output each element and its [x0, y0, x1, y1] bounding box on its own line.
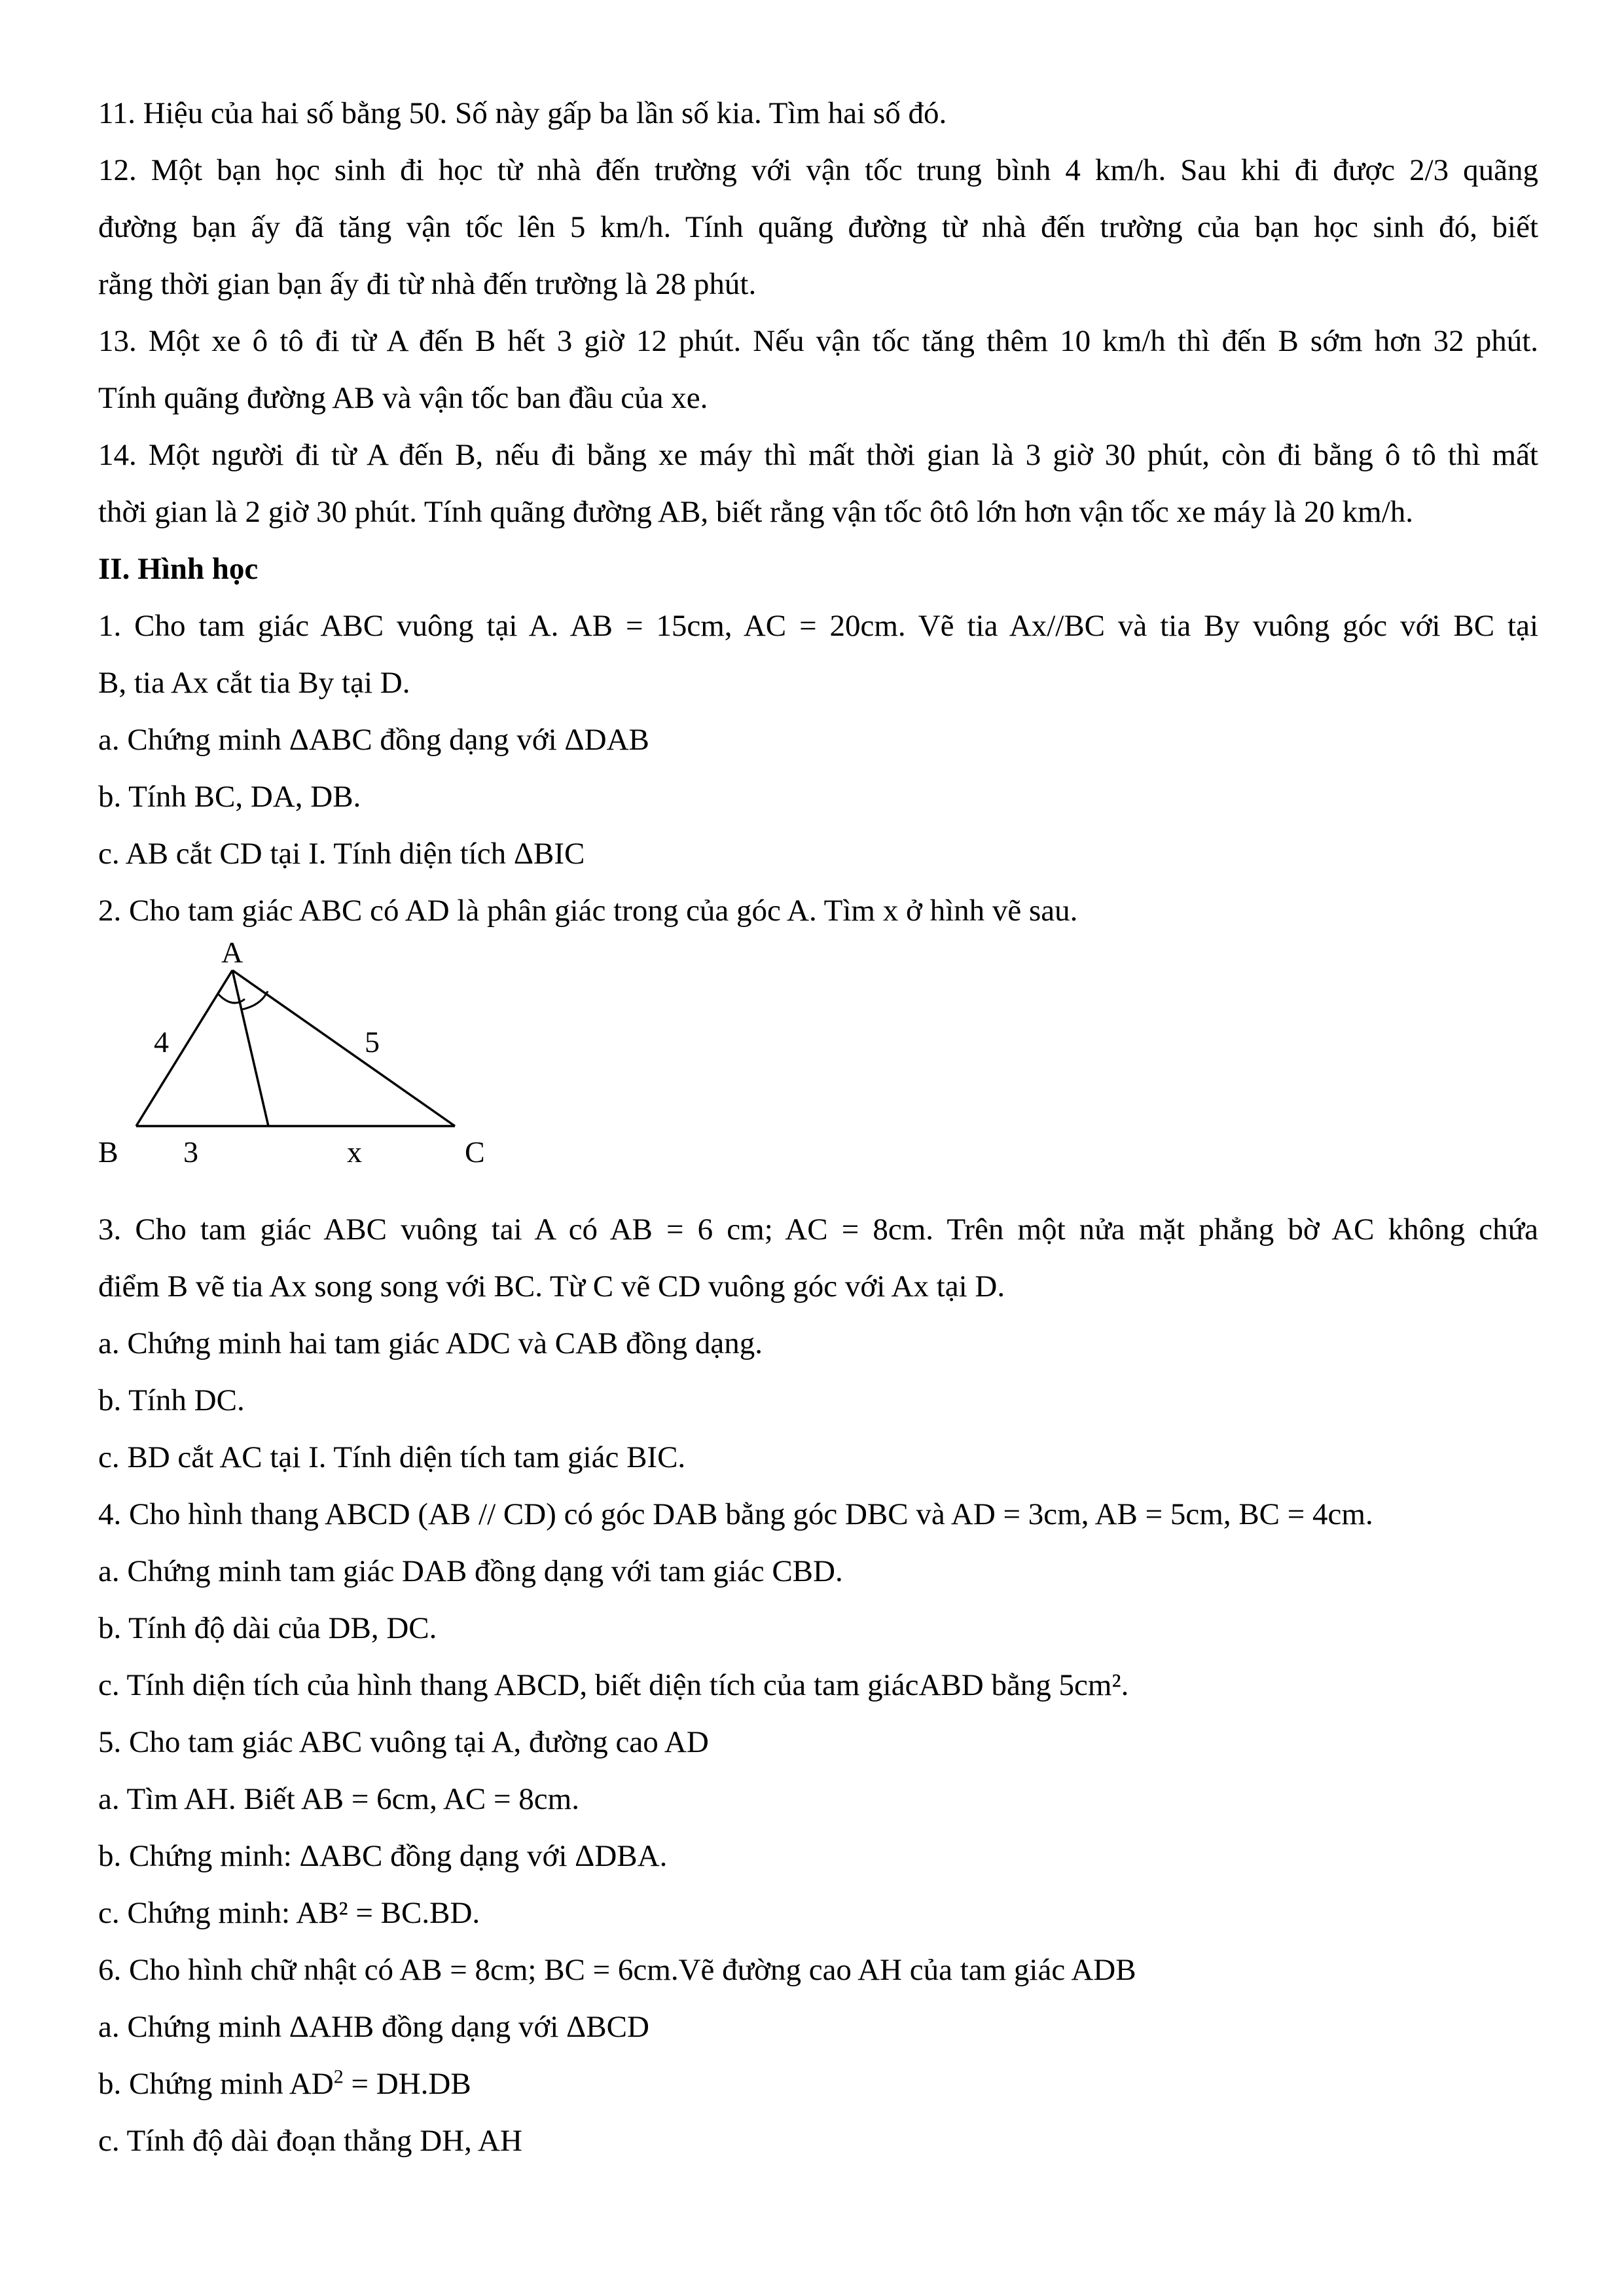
geometry-5-part-c: c. Chứng minh: AB² = BC.BD. — [98, 1896, 480, 1930]
vertex-a-label: A — [221, 939, 244, 969]
geometry-3-line-1: 3. Cho tam giác ABC vuông tai A có AB = 6 cm; AC = 8cm. Trên một nửa mặt phẳng bờ AC không chứa — [98, 1212, 1538, 1247]
problem-11-line-1: 11. Hiệu của hai số bằng 50. Số này gấp ba lần số kia. Tìm hai số đó. — [98, 96, 947, 130]
problem-13-line-1: 13. Một xe ô tô đi từ A đến B hết 3 giờ 12 phút. Nếu vận tốc tăng thêm 10 km/h thì đến B sớm hơn 32 phút. — [98, 324, 1538, 358]
geometry-5-part-a: a. Tìm AH. Biết AB = 6cm, AC = 8cm. — [98, 1782, 579, 1816]
angle-arc-outer — [242, 991, 268, 1010]
geometry-3-line-2: điểm B vẽ tia Ax song song với BC. Từ C vẽ CD vuông góc với Ax tại D. — [98, 1269, 1005, 1303]
document-page — [98, 85, 1538, 2170]
segment-dc-length: x — [347, 1135, 362, 1169]
geometry-3-part-b: b. Tính DC. — [98, 1383, 245, 1417]
geometry-4-part-a: a. Chứng minh tam giác DAB đồng dạng với tam giác CBD. — [98, 1554, 843, 1588]
bisector-ad — [232, 970, 268, 1126]
geometry-4-part-c: c. Tính diện tích của hình thang ABCD, biết diện tích của tam giácABD bằng 5cm². — [98, 1668, 1129, 1702]
triangle-diagram — [98, 939, 556, 1201]
problem-12-line-2: đường bạn ấy đã tăng vận tốc lên 5 km/h. Tính quãng đường từ nhà đến trường của bạn học sinh đó, biết — [98, 210, 1538, 244]
side-ac-length: 5 — [365, 1025, 380, 1059]
segment-bd-length: 3 — [183, 1135, 198, 1169]
geometry-3-part-a: a. Chứng minh hai tam giác ADC và CAB đồng dạng. — [98, 1326, 763, 1360]
problem-14-line-2: thời gian là 2 giờ 30 phút. Tính quãng đường AB, biết rằng vận tốc ôtô lớn hơn vận tốc xe máy là 20 km/h. — [98, 495, 1414, 529]
geometry-6-part-b-text: b. Chứng minh AD — [98, 2067, 334, 2101]
problem-12-line-1: 12. Một bạn học sinh đi học từ nhà đến trường với vận tốc trung bình 4 km/h. Sau khi đi được 2/3 quãng — [98, 153, 1538, 187]
problem-12-line-3: rằng thời gian bạn ấy đi từ nhà đến trường là 28 phút. — [98, 267, 757, 301]
angle-arc-inner — [218, 994, 245, 1003]
superscript-2: 2 — [333, 2066, 344, 2088]
geometry-4-line-1: 4. Cho hình thang ABCD (AB // CD) có góc DAB bằng góc DBC và AD = 3cm, AB = 5cm, BC = 4cm. — [98, 1497, 1373, 1531]
geometry-6-part-a: a. Chứng minh ΔAHB đồng dạng với ΔBCD — [98, 2010, 649, 2044]
geometry-6-part-b-tail: = DH.DB — [343, 2067, 471, 2101]
vertex-c-label: C — [465, 1135, 485, 1169]
geometry-2-line-1: 2. Cho tam giác ABC có AD là phân giác trong của góc A. Tìm x ở hình vẽ sau. — [98, 894, 1078, 928]
triangle-figure — [98, 939, 1538, 1201]
geometry-1-line-2: B, tia Ax cắt tia By tại D. — [98, 666, 410, 700]
geometry-1-part-a: a. Chứng minh ΔABC đồng dạng với ΔDAB — [98, 723, 649, 757]
geometry-1-part-c: c. AB cắt CD tại I. Tính diện tích ΔBIC — [98, 837, 585, 871]
geometry-5-line-1: 5. Cho tam giác ABC vuông tại A, đường cao AD — [98, 1725, 709, 1759]
geometry-4-part-b: b. Tính độ dài của DB, DC. — [98, 1611, 437, 1645]
geometry-1-part-b: b. Tính BC, DA, DB. — [98, 780, 361, 814]
geometry-6-part-b — [98, 2056, 1538, 2113]
geometry-6-line-1: 6. Cho hình chữ nhật có AB = 8cm; BC = 6cm.Vẽ đường cao AH của tam giác ADB — [98, 1953, 1136, 1987]
side-ab — [136, 970, 232, 1126]
geometry-5-part-b: b. Chứng minh: ΔABC đồng dạng với ΔDBA. — [98, 1839, 668, 1873]
side-ab-length: 4 — [154, 1025, 169, 1059]
geometry-3-part-c: c. BD cắt AC tại I. Tính diện tích tam giác BIC. — [98, 1440, 686, 1474]
problem-14-line-1: 14. Một người đi từ A đến B, nếu đi bằng xe máy thì mất thời gian là 3 giờ 30 phút, còn đi bằng ô tô thì mất — [98, 438, 1538, 472]
problem-13-line-2: Tính quãng đường AB và vận tốc ban đầu của xe. — [98, 381, 708, 415]
geometry-heading: II. Hình học — [98, 552, 259, 586]
vertex-b-label: B — [98, 1135, 118, 1169]
geometry-1-line-1: 1. Cho tam giác ABC vuông tại A. AB = 15cm, AC = 20cm. Vẽ tia Ax//BC và tia By vuông góc với BC tại — [98, 609, 1538, 643]
geometry-6-part-c: c. Tính độ dài đoạn thẳng DH, AH — [98, 2124, 522, 2158]
